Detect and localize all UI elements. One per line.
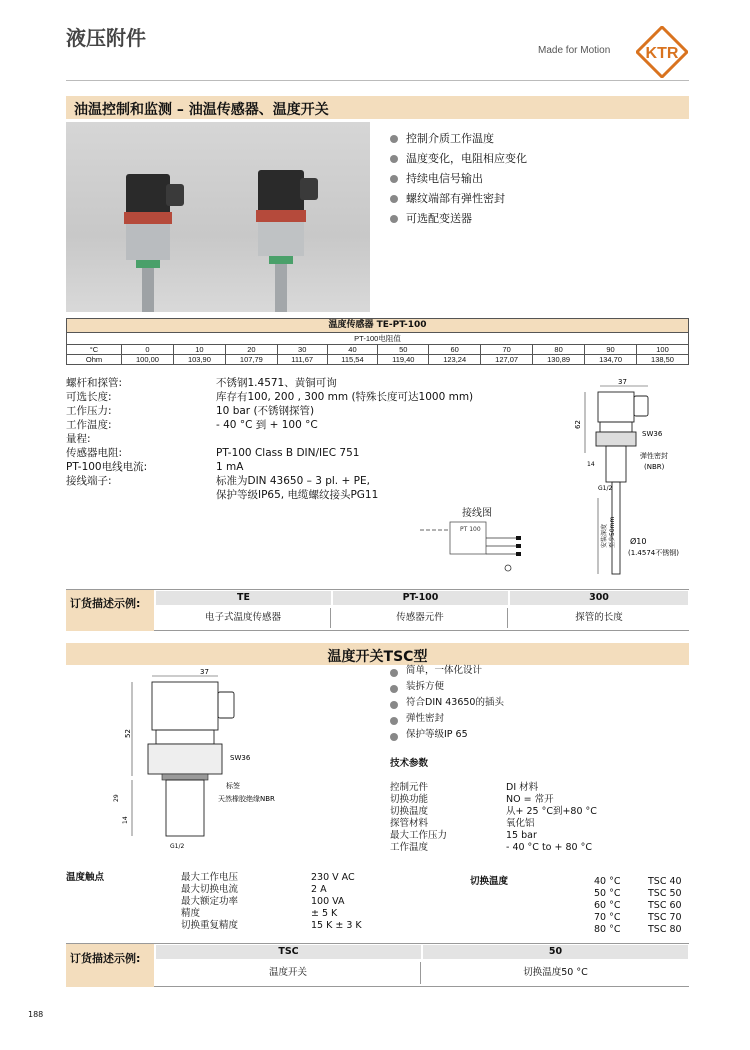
contact-value: 15 K ± 3 K (311, 920, 362, 931)
tsc-drawing (106, 668, 306, 858)
page-number: 188 (28, 1010, 44, 1019)
order-code: 300 (510, 591, 688, 605)
list-item: 可选配变送器 (390, 210, 680, 230)
tsc-dim-29: 29 (113, 794, 120, 802)
contact-value: 100 VA (311, 896, 345, 907)
spec-label: 接线端子: (66, 475, 112, 487)
header-divider (66, 80, 689, 81)
order-code: 50 (423, 945, 688, 959)
order-label: 订货描述示例: (66, 590, 154, 631)
tech-value: NO = 常开 (506, 794, 554, 805)
spec-value: 标准为DIN 43650 – 3 pl. + PE, (216, 475, 370, 487)
list-item: 弹性密封 (390, 712, 680, 728)
list-item: 控制介质工作温度 (390, 130, 680, 150)
order-code: TSC (156, 945, 421, 959)
tech-params (390, 758, 690, 858)
table-cell: 134,70 (585, 355, 637, 365)
table-cell: 123,24 (429, 355, 481, 365)
install-depth-min: 至少50mm (609, 516, 616, 548)
tech-label: 最大工作压力 (390, 830, 448, 841)
table-cell: 119,40 (378, 355, 429, 365)
table-cell: 127,07 (481, 355, 533, 365)
ktr-logo (636, 26, 688, 78)
product-photo (66, 122, 370, 312)
dim-62: 62 (574, 420, 582, 429)
dim-14: 14 (587, 461, 595, 468)
contact-label: 最大额定功率 (181, 896, 239, 907)
switch-temp: 40 °C (594, 876, 621, 887)
tsc-thread-label: G1/2 (170, 843, 185, 850)
switching-temps (470, 876, 690, 938)
spec-label: 量程: (66, 433, 91, 445)
table-cell: 90 (585, 345, 637, 355)
dia-label: Ø10 (630, 537, 647, 546)
spec-value: 不锈钢1.4571、黄铜可询 (216, 377, 337, 389)
tech-label: 控制元件 (390, 782, 429, 793)
tech-value: DI 材料 (506, 782, 539, 793)
list-item: 符合DIN 43650的插头 (390, 696, 680, 712)
table-cell: 100 (637, 345, 689, 355)
list-item: 保护等级IP 65 (390, 728, 680, 744)
table-cell: 50 (378, 345, 429, 355)
table-cell: 100,00 (122, 355, 174, 365)
tsc-tag-label: 标签 (226, 782, 240, 790)
order-desc: 探管的长度 (575, 612, 623, 623)
dia-material: (1.4574不锈钢) (628, 549, 679, 557)
table-cell: 70 (481, 345, 533, 355)
table-cell: 107,79 (225, 355, 277, 365)
wiring-title: 接线图 (462, 508, 492, 519)
tsc-feature-list (390, 664, 680, 744)
tsc-dim-37: 37 (200, 668, 209, 676)
table-cell: 30 (277, 345, 327, 355)
tech-value: 15 bar (506, 830, 537, 841)
tech-title: 技术参数 (390, 758, 429, 769)
table-cell: 111,67 (277, 355, 327, 365)
switching-title: 切换温度 (470, 876, 509, 887)
spec-label: 螺杆和探管: (66, 377, 123, 389)
sensor-drawing (560, 378, 700, 583)
contact-label: 最大工作电压 (181, 872, 239, 883)
table-cell: 0 (122, 345, 174, 355)
spec-value: 库存有100, 200 , 300 mm (特殊长度可达1000 mm) (216, 391, 474, 403)
contact-specs (66, 872, 396, 938)
order-desc: 传感器元件 (333, 608, 508, 628)
tsc-dim-52: 52 (124, 729, 132, 738)
spec-label: 工作压力: (66, 405, 112, 417)
contacts-title: 温度触点 (66, 872, 105, 883)
row-label: Ohm (67, 355, 122, 365)
tech-label: 工作温度 (390, 842, 429, 853)
order-example-sensor (66, 589, 689, 631)
install-depth: 安装深度 (601, 523, 608, 548)
spec-value: 1 mA (216, 461, 244, 473)
tech-value: 从+ 25 °C到+80 °C (506, 806, 597, 817)
page-header-title: 液压附件 (66, 26, 146, 50)
order-desc: 温度开关 (156, 962, 421, 984)
switch-type: TSC 40 (648, 876, 682, 887)
tech-label: 探管材料 (390, 818, 429, 829)
spec-list (66, 376, 486, 516)
table-cell: 60 (429, 345, 481, 355)
table-cell: 103,90 (173, 355, 225, 365)
seal-material: (NBR) (644, 463, 665, 471)
feature-list (390, 130, 680, 230)
row-label: °C (67, 345, 122, 355)
table-cell: 10 (173, 345, 225, 355)
section-title: 温度开关TSC型 (327, 649, 428, 665)
dim-sw36: SW36 (642, 430, 663, 438)
switch-temp: 80 °C (594, 924, 621, 935)
table-row (67, 345, 689, 355)
tsc-dim-sw36: SW36 (230, 754, 251, 762)
contact-label: 精度 (181, 908, 201, 919)
section-bar-tsc (66, 643, 689, 665)
list-item: 温度变化，电阻相应变化 (390, 150, 680, 170)
table-cell: 40 (327, 345, 378, 355)
spec-value: 保护等级IP65, 电缆螺纹接头PG11 (216, 489, 379, 501)
tsc-dim-14: 14 (122, 816, 129, 824)
spec-value: PT-100 Class B DIN/IEC 751 (216, 447, 360, 459)
order-code: PT-100 (333, 591, 508, 605)
order-desc: 切换温度50 °C (523, 967, 588, 978)
pt-table-title: 温度传感器 TE-PT-100 (66, 318, 689, 332)
spec-value: - 40 °C 到 + 100 °C (216, 419, 318, 431)
dim-37: 37 (618, 378, 627, 386)
contact-value: 230 V AC (311, 872, 355, 883)
table-cell: 138,50 (637, 355, 689, 365)
table-cell: 130,89 (533, 355, 585, 365)
switch-temp: 60 °C (594, 900, 621, 911)
order-code: TE (156, 591, 331, 605)
thread-label: G1/2 (598, 485, 613, 492)
section-title: 油温控制和监测 – 油温传感器、温度开关 (74, 102, 329, 118)
table-cell: 115,54 (327, 355, 378, 365)
tech-label: 切换功能 (390, 794, 429, 805)
tsc-nbr-label: 天然橡胶绝缘NBR (218, 795, 275, 803)
order-label: 订货描述示例: (66, 944, 154, 987)
contact-value: ± 5 K (311, 908, 338, 919)
tech-value: - 40 °C to + 80 °C (506, 842, 592, 853)
spec-label: 工作温度: (66, 419, 112, 431)
sensor-photo-left (124, 174, 184, 312)
brand-tagline: Made for Motion (538, 45, 611, 56)
order-desc: 电子式温度传感器 (156, 608, 331, 628)
list-item: 螺纹端部有弹性密封 (390, 190, 680, 210)
wiring-diagram (420, 518, 530, 578)
switch-type: TSC 80 (648, 924, 682, 935)
seal-label: 弹性密封 (640, 452, 668, 460)
switch-temp: 50 °C (594, 888, 621, 899)
pt-table-subtitle: PT-100电阻值 (67, 333, 689, 345)
order-example-tsc (66, 943, 689, 987)
list-item: 装拆方便 (390, 680, 680, 696)
switch-temp: 70 °C (594, 912, 621, 923)
logo-text: KTR (645, 45, 679, 62)
contact-label: 最大切换电流 (181, 884, 239, 895)
pt100-resistance-table (66, 332, 689, 365)
table-cell: 20 (225, 345, 277, 355)
pt-label: PT 100 (460, 526, 481, 533)
spec-value: 10 bar (不锈钢探管) (216, 405, 315, 417)
list-item: 简单，一体化设计 (390, 664, 680, 680)
tech-value: 氧化铝 (506, 818, 535, 829)
table-row (67, 355, 689, 365)
section-bar-sensor (66, 96, 689, 119)
spec-label: PT-100电线电流: (66, 461, 148, 473)
switch-type: TSC 70 (648, 912, 682, 923)
list-item: 持续电信号输出 (390, 170, 680, 190)
contact-label: 切换重复精度 (181, 920, 239, 931)
spec-label: 传感器电阻: (66, 447, 123, 459)
switch-type: TSC 60 (648, 900, 682, 911)
spec-label: 可选长度: (66, 391, 112, 403)
sensor-photo-right (256, 170, 318, 312)
switch-type: TSC 50 (648, 888, 682, 899)
tech-label: 切换温度 (390, 806, 429, 817)
table-cell: 80 (533, 345, 585, 355)
contact-value: 2 A (311, 884, 327, 895)
